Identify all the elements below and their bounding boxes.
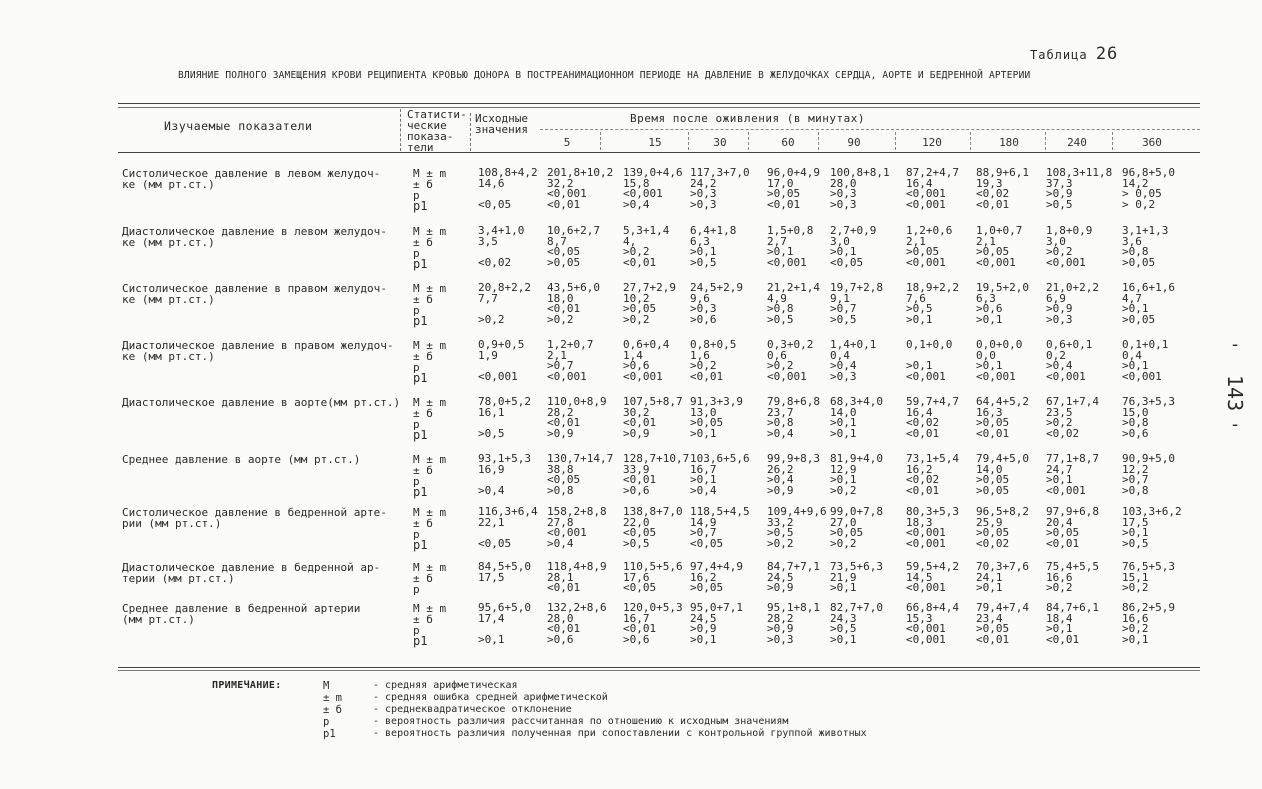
stat-symbol: ± б	[413, 464, 433, 477]
stat-symbol: M ± m	[413, 396, 447, 409]
value-cell-360min: 16,6+1,6 4,7 >0,1 >0,05	[1122, 281, 1175, 326]
stat-symbol: M ± m	[413, 339, 447, 352]
table-number-label	[1030, 44, 1118, 64]
stat-symbol: M ± m	[413, 167, 447, 180]
value-cell-90min: 99,0+7,8 27,0 >0,05 >0,2	[830, 505, 883, 550]
header-top-rule	[118, 103, 1200, 104]
value-cell-60min: 95,1+8,1 28,2 >0,9 >0,3	[767, 601, 820, 646]
header-top-rule-2	[118, 107, 1200, 108]
value-cell-60min: 99,9+8,3 26,2 >0,4 >0,9	[767, 452, 820, 497]
value-cell-60min: 0,3+0,2 0,6 >0,2 <0,001	[767, 338, 814, 383]
stat-symbol: p1	[413, 634, 428, 648]
header-param: Изучаемые показатели	[164, 119, 313, 133]
row-label: Среднее давление в бедренной артерии (мм рт.ст.)	[122, 602, 361, 626]
value-cell-5min: 132,2+8,6 28,0 <0,01 >0,6	[547, 601, 607, 646]
stat-symbol: ± б	[413, 350, 433, 363]
time-separator	[600, 132, 601, 150]
value-cell-30min: 95,0+7,1 24,5 >0,9 >0,1	[690, 601, 743, 646]
value-cell-360min: 3,1+1,3 3,6 >0,8 >0,05	[1122, 224, 1169, 269]
stat-symbol: ± б	[413, 178, 433, 191]
value-cell-15min: 110,5+5,6 17,6 <0,05	[623, 560, 683, 594]
stat-symbol: M ± m	[413, 282, 447, 295]
table-row	[0, 603, 1262, 659]
time-header-15: 15	[648, 136, 662, 149]
initial-value-cell: 0,9+0,5 1,9 <0,001	[478, 338, 525, 383]
initial-value-cell: 93,1+5,3 16,9 >0,4	[478, 452, 531, 497]
value-cell-120min: 87,2+4,7 16,4 <0,001 <0,001	[906, 166, 959, 211]
time-header-240: 240	[1067, 136, 1087, 149]
value-cell-5min: 110,0+8,9 28,2 <0,01 >0,9	[547, 395, 607, 440]
stat-symbol: M ± m	[413, 225, 447, 238]
stat-symbol: ± б	[413, 572, 433, 585]
value-cell-60min: 96,0+4,9 17,0 >0,05 <0,01	[767, 166, 820, 211]
row-label: Диастолическое давление в бедренной ар- терии (мм рт.ст.)	[122, 561, 381, 585]
table-row	[0, 454, 1262, 510]
value-cell-30min: 91,3+3,9 13,0 >0,05 >0,1	[690, 395, 743, 440]
value-cell-15min: 107,5+8,7 30,2 <0,01 >0,9	[623, 395, 683, 440]
note-symbol: p1	[323, 728, 336, 740]
value-cell-360min: 96,8+5,0 14,2 > 0,05 > 0,2	[1122, 166, 1175, 211]
value-cell-360min: 103,3+6,2 17,5 >0,1 >0,5	[1122, 505, 1182, 550]
value-cell-15min: 139,0+4,6 15,8 <0,001 >0,4	[623, 166, 683, 211]
value-cell-60min: 1,5+0,8 2,7 >0,1 <0,001	[767, 224, 814, 269]
time-header-60: 60	[781, 136, 795, 149]
note-symbol: M	[323, 680, 330, 692]
stat-symbol: p1	[413, 485, 428, 499]
header-time: Время после оживления (в минутах)	[630, 112, 866, 125]
time-separator	[970, 132, 971, 150]
value-cell-15min: 5,3+1,4 4, >0,2 <0,01	[623, 224, 670, 269]
header-stat-text: Статисти- ческие показа- тели	[407, 108, 467, 154]
header-stat	[400, 108, 477, 154]
value-cell-180min: 96,5+8,2 25,9 >0,05 <0,02	[976, 505, 1029, 550]
time-separator	[748, 132, 749, 150]
time-separator	[895, 132, 896, 150]
stat-symbol: ± б	[413, 517, 433, 530]
table-title: ВЛИЯНИЕ ПОЛНОГО ЗАМЕЩЕНИЯ КРОВИ РЕЦИПИЕНТА КРОВЬЮ ДОНОРА В ПОСТРЕАНИМАЦИОННОМ ПЕРИОДЕ НА ДАВЛЕНИЕ В ЖЕЛУДОЧКАХ СЕРДЦА, АОРТЕ И БЕДРЕННОЙ АРТЕРИИ	[178, 70, 1031, 81]
stat-symbol: p	[413, 475, 420, 488]
stat-symbol: p	[413, 361, 420, 374]
table-row	[0, 283, 1262, 339]
stat-symbol: p1	[413, 428, 428, 442]
table-number: 26	[1095, 44, 1119, 64]
time-header-30: 30	[713, 136, 727, 149]
table-bottom-rule-2	[118, 670, 1200, 671]
value-cell-180min: 64,4+5,2 16,3 >0,05 <0,01	[976, 395, 1029, 440]
value-cell-30min: 24,5+2,9 9,6 >0,3 >0,6	[690, 281, 743, 326]
time-separator	[1045, 132, 1046, 150]
value-cell-120min: 1,2+0,6 2,1 >0,05 <0,001	[906, 224, 953, 269]
value-cell-5min: 130,7+14,7 38,8 <0,05 >0,8	[547, 452, 614, 497]
stat-symbol: p	[413, 528, 420, 541]
initial-value-cell: 3,4+1,0 3,5 <0,02	[478, 224, 525, 269]
row-label: Диастолическое давление в левом желудоч- ке (мм рт.ст.)	[122, 225, 387, 249]
value-cell-360min: 90,9+5,0 12,2 >0,7 >0,8	[1122, 452, 1175, 497]
stat-symbol: p1	[413, 314, 428, 328]
value-cell-240min: 84,7+6,1 18,4 >0,1 <0,01	[1046, 601, 1099, 646]
value-cell-90min: 68,3+4,0 14,0 >0,1 >0,1	[830, 395, 883, 440]
value-cell-240min: 97,9+6,8 20,4 >0,05 <0,01	[1046, 505, 1099, 550]
value-cell-120min: 59,5+4,2 14,5 <0,001	[906, 560, 959, 594]
note-text: - средняя арифметическая	[373, 680, 518, 691]
value-cell-180min: 88,9+6,1 19,3 <0,02 <0,01	[976, 166, 1029, 211]
table-row	[0, 397, 1262, 453]
value-cell-120min: 18,9+2,2 7,6 >0,5 >0,1	[906, 281, 959, 326]
header-initial-text: Исходные значения	[475, 112, 528, 136]
stat-symbol: p	[413, 583, 420, 596]
row-label: Диастолическое давление в аорте(мм рт.ст.)	[122, 396, 401, 409]
time-separator	[818, 132, 819, 150]
note-text: - средняя ошибка средней арифметической	[373, 692, 608, 703]
value-cell-30min: 103,6+5,6 16,7 >0,1 >0,4	[690, 452, 750, 497]
value-cell-90min: 100,8+8,1 28,0 >0,3 >0,3	[830, 166, 890, 211]
stat-symbol: M ± m	[413, 506, 447, 519]
initial-value-cell: 20,8+2,2 7,7 >0,2	[478, 281, 531, 326]
row-stat-symbols	[413, 340, 453, 384]
header-initial	[470, 113, 541, 151]
value-cell-5min: 1,2+0,7 2,1 >0,7 <0,001	[547, 338, 594, 383]
value-cell-240min: 108,3+11,8 37,3 >0,9 >0,5	[1046, 166, 1113, 211]
stat-symbol: p1	[413, 371, 428, 385]
value-cell-60min: 84,7+7,1 24,5 >0,9	[767, 560, 820, 594]
value-cell-180min: 1,0+0,7 2,1 >0,05 <0,001	[976, 224, 1023, 269]
table-row	[0, 226, 1262, 282]
time-header-120: 120	[922, 136, 942, 149]
time-header-360: 360	[1142, 136, 1162, 149]
note-text: - среднеквадратическое отклонение	[373, 704, 572, 715]
value-cell-180min: 19,5+2,0 6,3 >0,6 >0,1	[976, 281, 1029, 326]
row-stat-symbols	[413, 562, 453, 595]
value-cell-240min: 67,1+7,4 23,5 >0,2 <0,02	[1046, 395, 1099, 440]
value-cell-90min: 81,9+4,0 12,9 >0,1 >0,2	[830, 452, 883, 497]
value-cell-5min: 43,5+6,0 18,0 <0,01 >0,2	[547, 281, 600, 326]
value-cell-15min: 138,8+7,0 22,0 <0,05 >0,5	[623, 505, 683, 550]
value-cell-15min: 0,6+0,4 1,4 >0,6 <0,001	[623, 338, 670, 383]
time-header-5: 5	[563, 136, 571, 149]
row-label: Систолическое давление в бедренной арте- рии (мм рт.ст.)	[122, 506, 387, 530]
value-cell-360min: 0,1+0,1 0,4 >0,1 <0,001	[1122, 338, 1169, 383]
stat-symbol: p	[413, 304, 420, 317]
row-stat-symbols	[413, 283, 453, 327]
value-cell-15min: 128,7+10,7 33,9 <0,01 >0,6	[623, 452, 690, 497]
row-stat-symbols	[413, 397, 453, 441]
time-header-row	[540, 129, 1200, 152]
value-cell-180min: 79,4+7,4 23,4 >0,05 <0,01	[976, 601, 1029, 646]
value-cell-5min: 201,8+10,2 32,2 <0,001 <0,01	[547, 166, 614, 211]
value-cell-60min: 21,2+1,4 4,9 >0,8 >0,5	[767, 281, 820, 326]
page-number-dash-top: -	[1229, 334, 1241, 355]
row-stat-symbols	[413, 226, 453, 270]
initial-value-cell: 116,3+6,4 22,1 <0,05	[478, 505, 538, 550]
table-bottom-rule	[118, 667, 1200, 668]
value-cell-240min: 21,0+2,2 6,9 >0,9 >0,3	[1046, 281, 1099, 326]
value-cell-5min: 158,2+8,8 27,8 <0,001 >0,4	[547, 505, 607, 550]
stat-symbol: M ± m	[413, 453, 447, 466]
note-label: ПРИМЕЧАНИЕ:	[212, 680, 282, 691]
stat-symbol: ± б	[413, 293, 433, 306]
value-cell-360min: 76,5+5,3 15,1 >0,2	[1122, 560, 1175, 594]
value-cell-180min: 0,0+0,0 0,0 >0,1 <0,001	[976, 338, 1023, 383]
value-cell-30min: 6,4+1,8 6,3 >0,1 >0,5	[690, 224, 737, 269]
value-cell-90min: 82,7+7,0 24,3 >0,5 >0,1	[830, 601, 883, 646]
row-label: Систолическое давление в правом желудоч- ке (мм рт.ст.)	[122, 282, 387, 306]
time-header-90: 90	[847, 136, 861, 149]
row-label: Диастолическое давление в правом желудоч- ке (мм рт.ст.)	[122, 339, 394, 363]
value-cell-360min: 76,3+5,3 15,0 >0,8 >0,6	[1122, 395, 1175, 440]
value-cell-30min: 97,4+4,9 16,2 >0,05	[690, 560, 743, 594]
value-cell-180min: 79,4+5,0 14,0 >0,05 >0,05	[976, 452, 1029, 497]
time-separator	[1112, 132, 1113, 150]
row-stat-symbols	[413, 603, 453, 647]
value-cell-120min: 59,7+4,7 16,4 <0,02 <0,01	[906, 395, 959, 440]
value-cell-240min: 0,6+0,1 0,2 >0,4 <0,001	[1046, 338, 1093, 383]
value-cell-120min: 66,8+4,4 15,3 <0,001 <0,001	[906, 601, 959, 646]
initial-value-cell: 78,0+5,2 16,1 >0,5	[478, 395, 531, 440]
value-cell-240min: 1,8+0,9 3,0 >0,2 <0,001	[1046, 224, 1093, 269]
value-cell-60min: 109,4+9,6 33,2 >0,5 >0,2	[767, 505, 827, 550]
time-header-180: 180	[999, 136, 1019, 149]
stat-symbol: p1	[413, 257, 428, 271]
stat-symbol: p1	[413, 538, 428, 552]
value-cell-90min: 2,7+0,9 3,0 >0,1 <0,05	[830, 224, 877, 269]
note-text: - вероятность различия полученная при сопоставлении с контрольной группой животных	[373, 728, 867, 739]
stat-symbol: p1	[413, 199, 428, 213]
page-number	[1225, 335, 1245, 435]
note-symbol: p	[323, 716, 330, 728]
stat-symbol: M ± m	[413, 561, 447, 574]
value-cell-30min: 0,8+0,5 1,6 >0,2 <0,01	[690, 338, 737, 383]
table-label-text: Таблица	[1030, 48, 1088, 62]
note-symbol: ± б	[323, 704, 342, 716]
initial-value-cell: 95,6+5,0 17,4 >0,1	[478, 601, 531, 646]
row-stat-symbols	[413, 507, 453, 551]
value-cell-120min: 80,3+5,3 18,3 <0,001 <0,001	[906, 505, 959, 550]
stat-symbol: p	[413, 624, 420, 637]
header-bottom-rule	[118, 152, 1200, 153]
value-cell-90min: 1,4+0,1 0,4 >0,4 >0,3	[830, 338, 877, 383]
value-cell-120min: 73,1+5,4 16,2 <0,02 <0,01	[906, 452, 959, 497]
row-label: Систолическое давление в левом желудоч- ке (мм рт.ст.)	[122, 167, 381, 191]
stat-symbol: ± б	[413, 407, 433, 420]
stat-symbol: p	[413, 247, 420, 260]
value-cell-240min: 75,4+5,5 16,6 >0,2	[1046, 560, 1099, 594]
time-separator	[688, 132, 689, 150]
value-cell-90min: 19,7+2,8 9,1 >0,7 >0,5	[830, 281, 883, 326]
initial-value-cell: 84,5+5,0 17,5	[478, 560, 531, 584]
page-number-text: 143	[1223, 375, 1247, 412]
table-row	[0, 168, 1262, 224]
value-cell-30min: 118,5+4,5 14,9 >0,7 <0,05	[690, 505, 750, 550]
value-cell-5min: 118,4+8,9 28,1 <0,01	[547, 560, 607, 594]
row-label: Среднее давление в аорте (мм рт.ст.)	[122, 453, 361, 466]
value-cell-180min: 70,3+7,6 24,1 >0,1	[976, 560, 1029, 594]
value-cell-120min: 0,1+0,0 >0,1 <0,001	[906, 338, 953, 383]
value-cell-5min: 10,6+2,7 8,7 <0,05 >0,05	[547, 224, 600, 269]
value-cell-60min: 79,8+6,8 23,7 >0,8 >0,4	[767, 395, 820, 440]
value-cell-30min: 117,3+7,0 24,2 >0,3 >0,3	[690, 166, 750, 211]
note-text: - вероятность различия рассчитанная по отношению к исходным значениям	[373, 716, 789, 727]
stat-symbol: ± б	[413, 236, 433, 249]
page-number-dash-bottom: -	[1229, 414, 1241, 435]
value-cell-360min: 86,2+5,9 16,6 >0,2 >0,1	[1122, 601, 1175, 646]
value-cell-240min: 77,1+8,7 24,7 >0,1 <0,001	[1046, 452, 1099, 497]
stat-symbol: M ± m	[413, 602, 447, 615]
value-cell-15min: 120,0+5,3 16,7 <0,01 >0,6	[623, 601, 683, 646]
stat-symbol: p	[413, 189, 420, 202]
value-cell-15min: 27,7+2,9 10,2 >0,05 >0,2	[623, 281, 676, 326]
value-cell-90min: 73,5+6,3 21,9 >0,1	[830, 560, 883, 594]
stat-symbol: p	[413, 418, 420, 431]
row-stat-symbols	[413, 454, 453, 498]
row-stat-symbols	[413, 168, 453, 212]
stat-symbol: ± б	[413, 613, 433, 626]
table-row	[0, 507, 1262, 563]
initial-value-cell: 108,8+4,2 14,6 <0,05	[478, 166, 538, 211]
note-symbol: ± m	[323, 692, 342, 704]
